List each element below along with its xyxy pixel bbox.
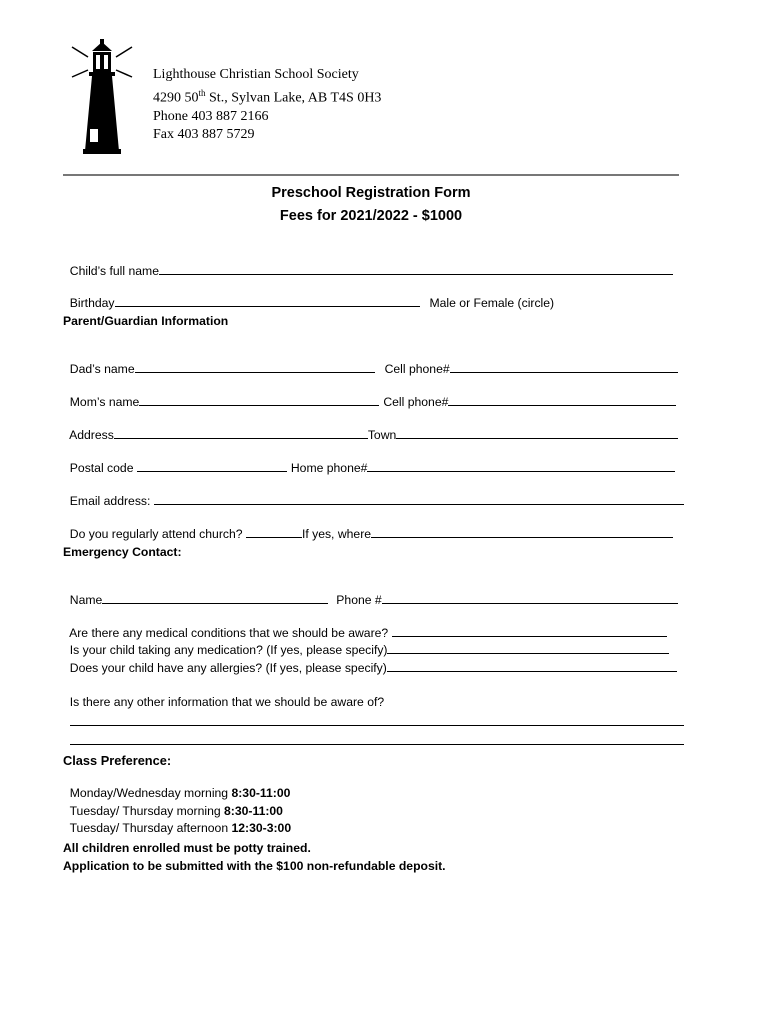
medical-label: Are there any medical conditions that we should be aware? — [69, 626, 392, 640]
lighthouse-logo — [70, 37, 134, 155]
mom-cell-label: Cell phone# — [383, 395, 449, 409]
child-name-row — [63, 249, 673, 279]
home-phone-label: Home phone# — [290, 461, 368, 475]
emergency-name-label: Name — [69, 593, 103, 607]
class-option-3 — [63, 806, 291, 836]
other-info-label: Is there any other information that we should be aware of? — [69, 695, 385, 709]
child-name-field[interactable] — [159, 264, 673, 275]
dad-row — [63, 347, 678, 377]
church-row — [63, 512, 673, 542]
organization-header — [153, 66, 381, 144]
address-rest: St., Sylvan Lake, AB T4S 0H3 — [205, 90, 382, 106]
org-phone: Phone 403 887 2166 — [153, 108, 269, 124]
emergency-phone-label: Phone # — [336, 593, 382, 607]
allergies-row — [63, 646, 677, 676]
org-fax: Fax 403 887 5729 — [153, 126, 255, 142]
other-info-field-2[interactable] — [70, 734, 684, 745]
home-phone-field[interactable] — [367, 461, 675, 472]
birthday-field[interactable] — [115, 296, 420, 307]
town-label: Town — [367, 428, 397, 442]
town-field[interactable] — [396, 428, 678, 439]
dad-name-label: Dad’s name — [69, 362, 135, 376]
allergies-field[interactable] — [387, 661, 677, 672]
address-row — [63, 413, 678, 443]
email-label: Email address: — [69, 494, 154, 508]
class-option-label: Tuesday/ Thursday afternoon — [69, 821, 232, 835]
class-preference-heading: Class Preference: — [63, 753, 172, 768]
postal-label: Postal code — [69, 461, 137, 475]
dad-name-field[interactable] — [135, 362, 375, 373]
mom-name-field[interactable] — [139, 395, 379, 406]
postal-field[interactable] — [137, 461, 287, 472]
form-fees: Fees for 2021/2022 - $1000 — [279, 208, 463, 224]
dad-cell-field[interactable] — [450, 362, 678, 373]
potty-note: All children enrolled must be potty trained. — [63, 841, 311, 855]
address-label: Address — [69, 428, 114, 442]
class-option-time: 12:30-3:00 — [231, 821, 292, 835]
church-label: Do you regularly attend church? — [69, 527, 246, 541]
form-title-block — [63, 182, 679, 228]
child-name-label: Child’s full name — [69, 264, 159, 278]
emergency-heading: Emergency Contact: — [63, 545, 182, 559]
org-name: Lighthouse Christian School Society — [153, 67, 359, 82]
class-option-label: Tuesday/ Thursday morning — [69, 804, 225, 818]
church-where-label: If yes, where — [301, 527, 372, 541]
mom-cell-field[interactable] — [448, 395, 676, 406]
form-title: Preschool Registration Form — [271, 185, 471, 201]
postal-row — [63, 446, 675, 476]
dad-cell-label: Cell phone# — [384, 362, 450, 376]
birthday-row — [63, 281, 554, 311]
class-option-time: 8:30-11:00 — [224, 804, 283, 818]
emergency-phone-field[interactable] — [382, 593, 678, 604]
church-where-field[interactable] — [371, 527, 673, 538]
deposit-note: Application to be submitted with the $100 non-refundable deposit. — [63, 859, 446, 873]
address-field[interactable] — [114, 428, 368, 439]
other-info-line-2 — [63, 719, 684, 749]
parent-heading: Parent/Guardian Information — [63, 314, 229, 328]
medication-label: Is your child taking any medication? (If yes, please specify) — [69, 643, 388, 657]
sex-label: Male or Female (circle) — [429, 296, 555, 310]
church-field[interactable] — [246, 527, 302, 538]
mom-name-label: Mom’s name — [69, 395, 140, 409]
allergies-label: Does your child have any allergies? (If yes, please specify) — [69, 661, 387, 675]
class-option-time: 8:30-11:00 — [231, 786, 291, 800]
class-option-label: Monday/Wednesday morning — [69, 786, 232, 800]
address-ordinal: th — [198, 88, 206, 98]
org-address — [153, 84, 381, 108]
address-number: 4290 50 — [153, 90, 199, 106]
email-row — [63, 479, 684, 509]
emergency-name-field[interactable] — [102, 593, 328, 604]
mom-row — [63, 380, 676, 410]
header-divider — [63, 174, 679, 176]
emergency-row — [63, 578, 678, 608]
birthday-label: Birthday — [69, 296, 115, 310]
email-field[interactable] — [154, 494, 684, 505]
